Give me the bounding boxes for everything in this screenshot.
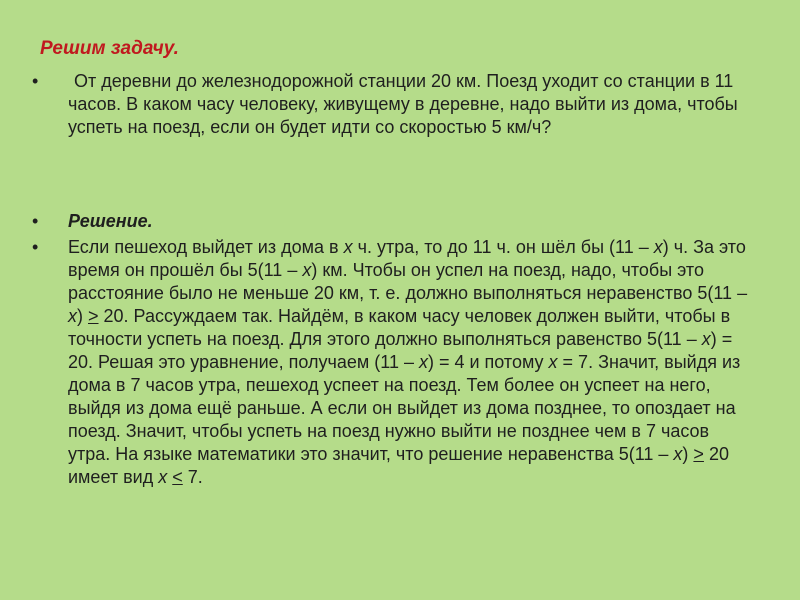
solution-heading: Решение. — [68, 211, 153, 231]
solution-heading-item — [32, 210, 752, 233]
variable-x: x — [418, 352, 428, 372]
variable-x: x — [343, 237, 353, 257]
solution-segment: 7. — [182, 467, 203, 487]
solution-segment: ) — [77, 306, 88, 326]
solution-segment: ч. утра, то до 11 ч. он шёл бы (11 – — [352, 237, 654, 257]
solution-segment: ) = 4 и потому — [427, 352, 549, 372]
bullet-icon: • — [32, 71, 39, 91]
variable-x: x — [701, 329, 711, 349]
solution-item — [32, 236, 752, 489]
problem-item — [32, 70, 752, 139]
solution-segment: 20 имеет вид — [68, 444, 729, 487]
lte-sign: < — [172, 467, 183, 487]
variable-x: x — [673, 444, 683, 464]
bullet-icon: • — [32, 211, 39, 231]
variable-x: x — [302, 260, 312, 280]
solution-segment: ) — [682, 444, 694, 464]
problem-text: От деревни до железнодорожной станции 20 км. Поезд уходит со станции в 11 часов. В каком часу человеку, живущему в деревне, надо выйти из дома, чтобы успеть на поезд, если он будет идти со скоростью 5 км/ч? — [68, 71, 738, 137]
solution-segment: ) ч. За это время он прошёл бы 5(11 – — [68, 237, 746, 280]
variable-x: x — [68, 306, 77, 326]
variable-x: x — [158, 467, 168, 487]
gte-sign: > — [88, 306, 99, 326]
solution-segment: Если пешеход выйдет из дома в — [68, 237, 344, 257]
solution-segment: ) км. Чтобы он успел на поезд, надо, чтобы это расстояние было не меньше 20 км, т. е. должно выполняться неравенство 5(11 – — [68, 260, 748, 303]
solution-segment: = 7. Значит, выйдя из дома в 7 часов утра, пешеход успеет на поезд. Тем более он успеет на него, выйдя из дома ещё раньше. А если он выйдет из дома позднее, то опоздает на поезд. Значит, чтобы успеть на поезд нужно выйти не позднее чем в 7 часов утра. На языке математики это значит, что решение неравенства 5(11 – — [68, 352, 741, 464]
variable-x: x — [653, 237, 663, 257]
solution-text — [68, 236, 752, 489]
slide-title: Решим задачу. — [40, 38, 179, 59]
solution-segment: 20. Рассуждаем так. Найдём, в каком часу человек должен выйти, чтобы в точности успеть на поезд. Для этого должно выполняться равенство 5(11 – — [68, 306, 731, 349]
solution-segment: ) = 20. Решая это уравнение, получаем (11 – — [68, 329, 733, 372]
gte-sign: > — [693, 444, 704, 464]
variable-x: x — [548, 352, 558, 372]
bullet-icon: • — [32, 237, 39, 257]
